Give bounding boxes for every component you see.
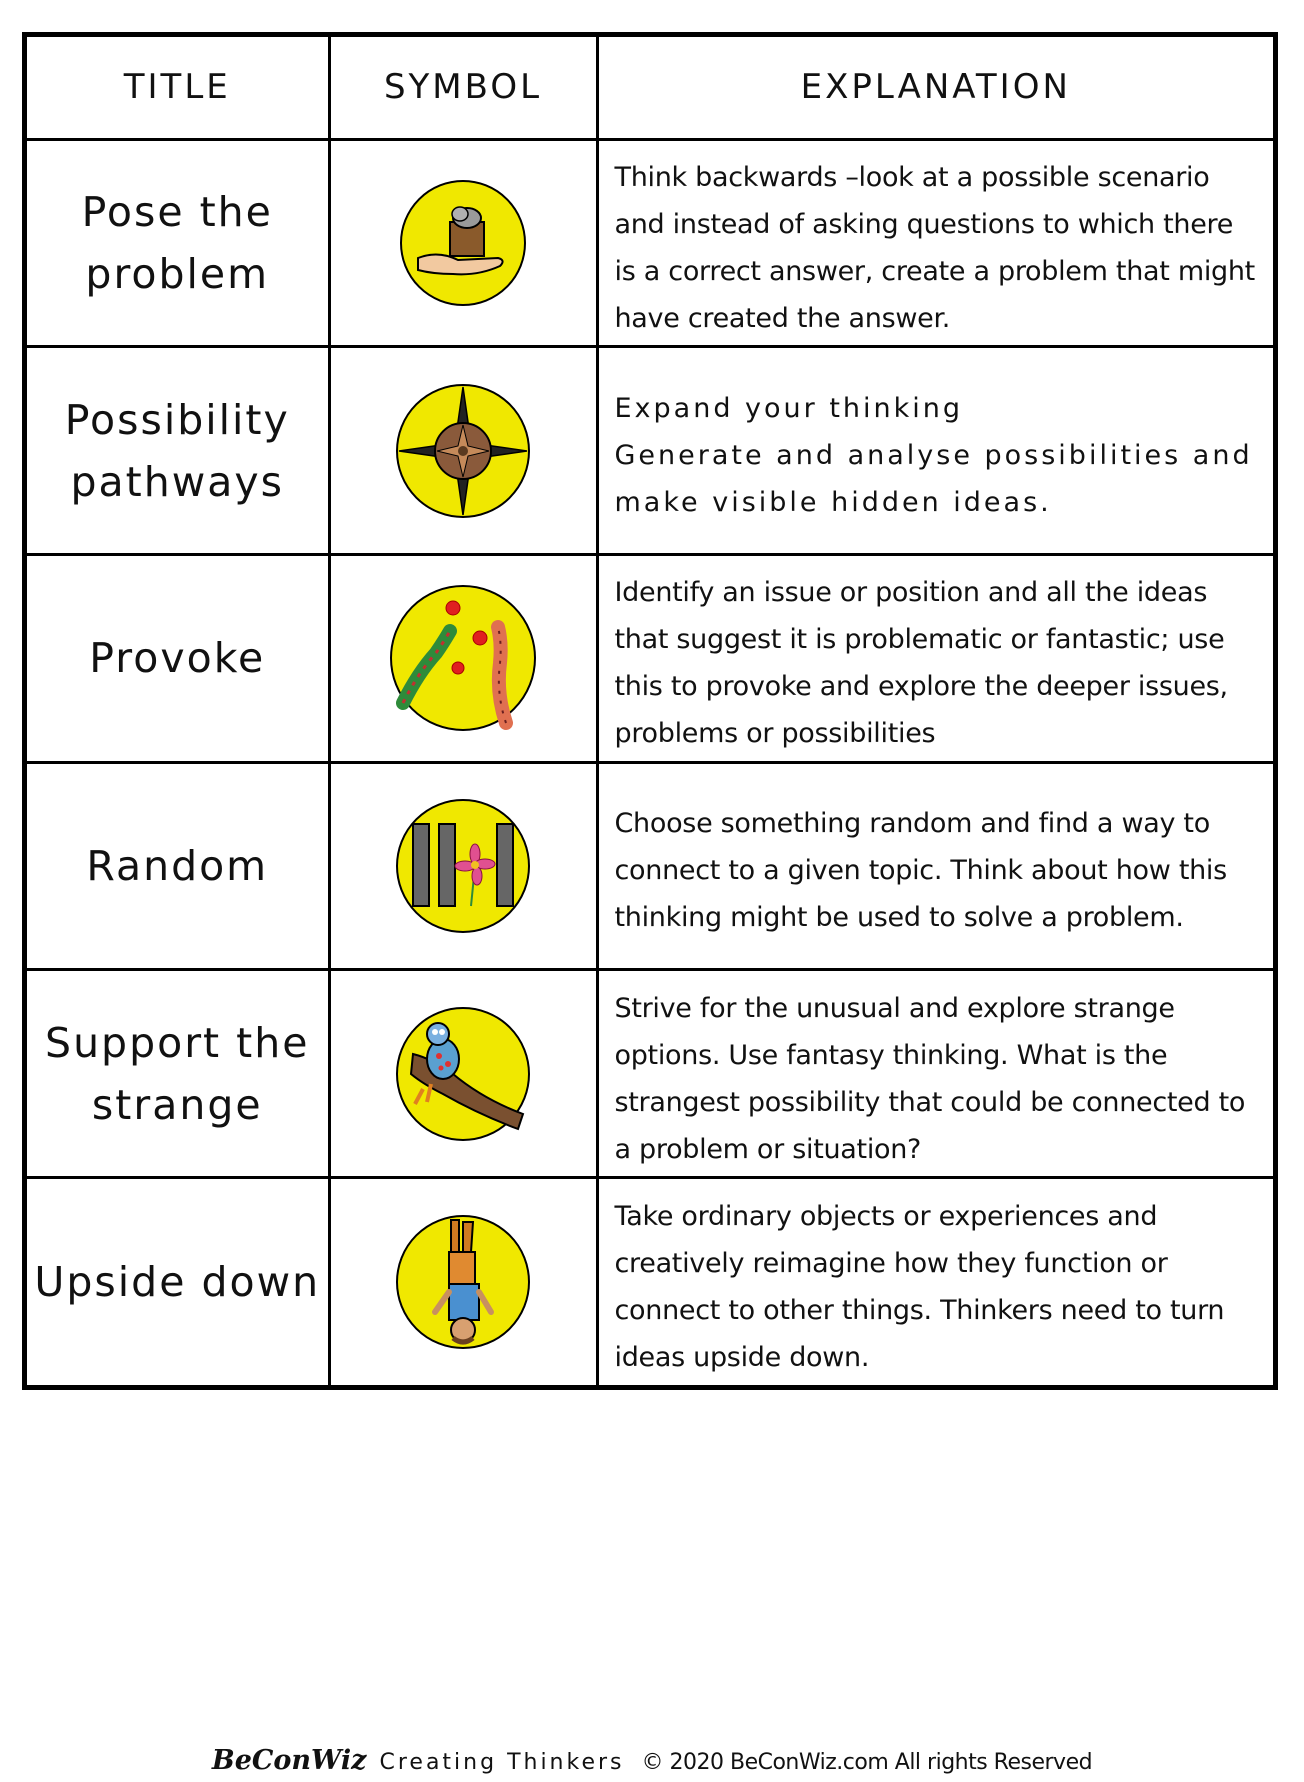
row-explanation: Take ordinary objects or experiences and creatively reimagine how they function or connect to other things. Thinkers need to turn ideas upside down. [597,1177,1273,1385]
strategy-table [27,37,1273,1385]
row-title-line: Provoke [89,634,266,683]
row-symbol [329,970,597,1178]
row-title-line: Random [86,841,269,890]
row-title [27,1177,329,1385]
fireworks-icon [388,583,538,733]
row-title-line: pathways [70,457,284,506]
header-explanation: EXPLANATION [597,37,1273,139]
table-header-row [27,37,1273,139]
table-row [27,555,1273,763]
row-symbol [329,762,597,970]
row-explanation [597,347,1273,555]
row-title [27,139,329,347]
footer-tagline: Creating Thinkers [379,1750,625,1775]
footer-brand-logo: BeConWiz [211,1745,367,1776]
row-title-line: strange [91,1080,263,1129]
row-explanation-line: Expand your thinking [614,393,964,425]
header-symbol: SYMBOL [329,37,597,139]
table-row [27,139,1273,347]
row-title-line: Possibility [64,395,290,444]
row-title [27,555,329,763]
table-row [27,1177,1273,1385]
hand-holding-creature-icon [393,1004,533,1144]
row-title-line: Support the [45,1018,310,1067]
row-symbol [329,139,597,347]
strategy-table-frame [22,32,1278,1390]
row-explanation: Choose something random and find a way to connect to a given topic. Think about how this thinking might be used to solve a problem. [597,762,1273,970]
row-title-line: problem [85,250,270,299]
row-explanation: Identify an issue or position and all the ideas that suggest it is problematic or fantastic; use this to provoke and explore the deeper issues, problems or possibilities [597,555,1273,763]
compass-rose-icon [393,381,533,521]
row-symbol [329,555,597,763]
table-row [27,970,1273,1178]
footer-copyright: © 2020 BeConWiz.com All rights Reserved [641,1750,1093,1775]
row-title [27,762,329,970]
table-row [27,762,1273,970]
hand-holding-box-icon [398,178,528,308]
row-title [27,347,329,555]
row-explanation: Think backwards –look at a possible scenario and instead of asking questions to which there is a correct answer, create a problem that might have created the answer. [597,139,1273,347]
header-title: TITLE [27,37,329,139]
row-title-line: Upside down [34,1257,321,1306]
upside-down-person-icon [393,1212,533,1352]
row-title-line: Pose the [81,188,273,237]
row-symbol [329,1177,597,1385]
row-explanation: Strive for the unusual and explore strange options. Use fantasy thinking. What is the strangest possibility that could be connected to a problem or situation? [597,970,1273,1178]
table-row [27,347,1273,555]
page-footer [0,1745,1304,1776]
row-title [27,970,329,1178]
row-symbol [329,347,597,555]
row-explanation-line: Generate and analyse possibilities and make visible hidden ideas. [614,440,1253,519]
bars-and-flower-icon [393,796,533,936]
